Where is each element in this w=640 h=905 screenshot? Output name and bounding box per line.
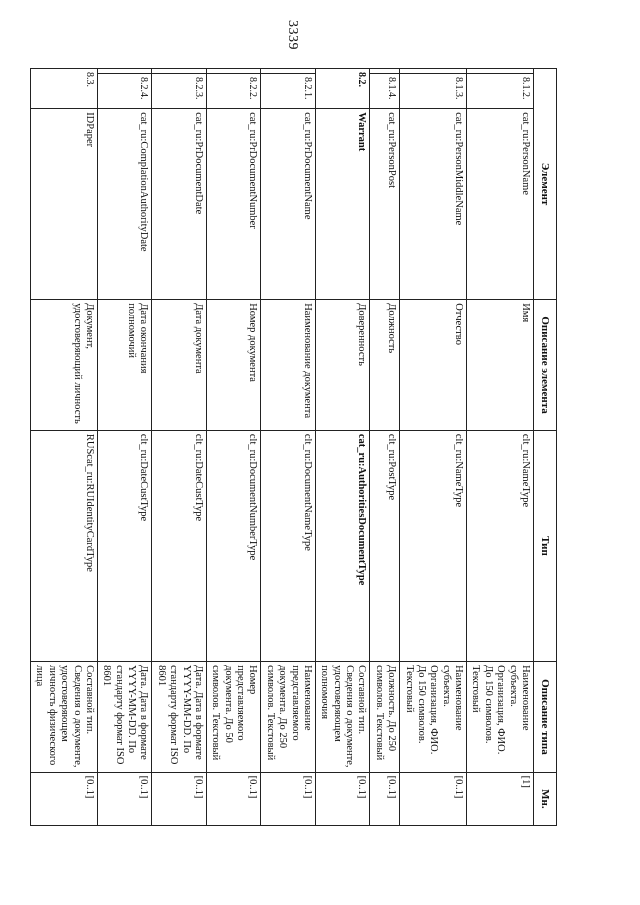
row-type-desc: Составной тип. Сведения о документе, удостоверяющем полномочия bbox=[316, 662, 371, 773]
rotated-table-container bbox=[34, 68, 557, 826]
row-type-desc: Наименование субъекта. Организация, ФИО. До 150 символов. Текстовый bbox=[400, 662, 467, 773]
row-type: cat_ru:AuthoritiesDocumentType bbox=[316, 430, 371, 661]
page-number: 3339 bbox=[285, 20, 300, 50]
table-row bbox=[316, 69, 371, 826]
row-number: 8.2.4. bbox=[98, 74, 153, 109]
row-element: IDPaper bbox=[31, 109, 98, 300]
row-element: cat_ru:ComplationAuthorityDate bbox=[98, 109, 153, 300]
row-type: clt_ru:DateCustType bbox=[152, 430, 207, 661]
row-multiplicity: [0..1] bbox=[316, 772, 371, 825]
row-element: cat_ru:PrDocumentName bbox=[261, 109, 316, 300]
table-header-row bbox=[534, 69, 557, 826]
row-multiplicity: [0..1] bbox=[207, 772, 262, 825]
row-type: clt_ru:DocumentNumberType bbox=[207, 430, 262, 661]
table-row bbox=[467, 69, 534, 826]
header-element: Элемент bbox=[534, 69, 557, 300]
row-element: cat_ru:PersonPost bbox=[370, 109, 400, 300]
row-type-desc: Наименование представляемого документа. До 250 символов. Текстовый bbox=[261, 662, 316, 773]
header-element-desc: Описание элемента bbox=[534, 300, 557, 431]
row-multiplicity: [0..1] bbox=[31, 772, 98, 825]
header-type: Тип bbox=[534, 430, 557, 661]
row-element: cat_ru:PrDocumentDate bbox=[152, 109, 207, 300]
row-element-desc: Доверенность bbox=[316, 300, 371, 431]
row-element-desc: Дата документа bbox=[152, 300, 207, 431]
row-type: clt_ru:DateCustType bbox=[98, 430, 153, 661]
row-element-desc: Наименование документа bbox=[261, 300, 316, 431]
row-multiplicity: [0..1] bbox=[400, 772, 467, 825]
table-row bbox=[31, 69, 98, 826]
row-multiplicity: [0..1] bbox=[152, 772, 207, 825]
row-element: cat_ru:PersonMiddleName bbox=[400, 109, 467, 300]
document-schema-table bbox=[30, 68, 557, 826]
row-number: 8.2. bbox=[316, 69, 371, 109]
row-element: Warrant bbox=[316, 109, 371, 300]
row-type: RUScat_ru:RUIdentityCardType bbox=[31, 430, 98, 661]
row-multiplicity: [0..1] bbox=[370, 772, 400, 825]
row-number: 8.2.3. bbox=[152, 74, 207, 109]
table-row bbox=[98, 69, 153, 826]
row-type: clt_ru:DocumentNameType bbox=[261, 430, 316, 661]
row-type-desc: Должность. До 250 символов. Текстовый bbox=[370, 662, 400, 773]
header-multiplicity: Мн. bbox=[534, 772, 557, 825]
row-element: cat_ru:PrDocumentNumber bbox=[207, 109, 262, 300]
row-type-desc: Дата. Дата в формате YYYY-MM-DD. По стандарту формат ISO 8601 bbox=[152, 662, 207, 773]
row-type-desc: Дата. Дата в формате YYYY-MM-DD. По стандарту формат ISO 8601 bbox=[98, 662, 153, 773]
row-type-desc: Номер представляемого документа. До 50 символов. Текстовый bbox=[207, 662, 262, 773]
row-element-desc: Документ, удостоверяющий личность bbox=[31, 300, 98, 431]
row-element-desc: Отчество bbox=[400, 300, 467, 431]
header-type-desc: Описание типа bbox=[534, 662, 557, 773]
row-element-desc: Должность bbox=[370, 300, 400, 431]
row-multiplicity: [1] bbox=[467, 772, 534, 825]
row-number: 8.2.1. bbox=[261, 74, 316, 109]
table-row bbox=[400, 69, 467, 826]
row-element-desc: Дата окончания полномочий bbox=[98, 300, 153, 431]
row-type-desc: Составной тип. Сведения о документе, удостоверяющем личность физического лица bbox=[31, 662, 98, 773]
table-row bbox=[261, 69, 316, 826]
row-multiplicity: [0..1] bbox=[98, 772, 153, 825]
row-type: clt_ru:NameType bbox=[400, 430, 467, 661]
row-type: clt_ru:NameType bbox=[467, 430, 534, 661]
row-number: 8.1.2. bbox=[467, 74, 534, 109]
table-row bbox=[152, 69, 207, 826]
table-row bbox=[207, 69, 262, 826]
row-element-desc: Имя bbox=[467, 300, 534, 431]
row-type: clt_ru:PostType bbox=[370, 430, 400, 661]
row-number: 8.1.3. bbox=[400, 74, 467, 109]
table-row bbox=[370, 69, 400, 826]
row-element-desc: Номер документа bbox=[207, 300, 262, 431]
row-multiplicity: [0..1] bbox=[261, 772, 316, 825]
row-number: 8.3. bbox=[31, 69, 98, 109]
row-element: cat_ru:PersonName bbox=[467, 109, 534, 300]
row-number: 8.1.4. bbox=[370, 74, 400, 109]
row-type-desc: Наименование субъекта. Организация, ФИО. До 150 символов. Текстовый bbox=[467, 662, 534, 773]
row-number: 8.2.2. bbox=[207, 74, 262, 109]
